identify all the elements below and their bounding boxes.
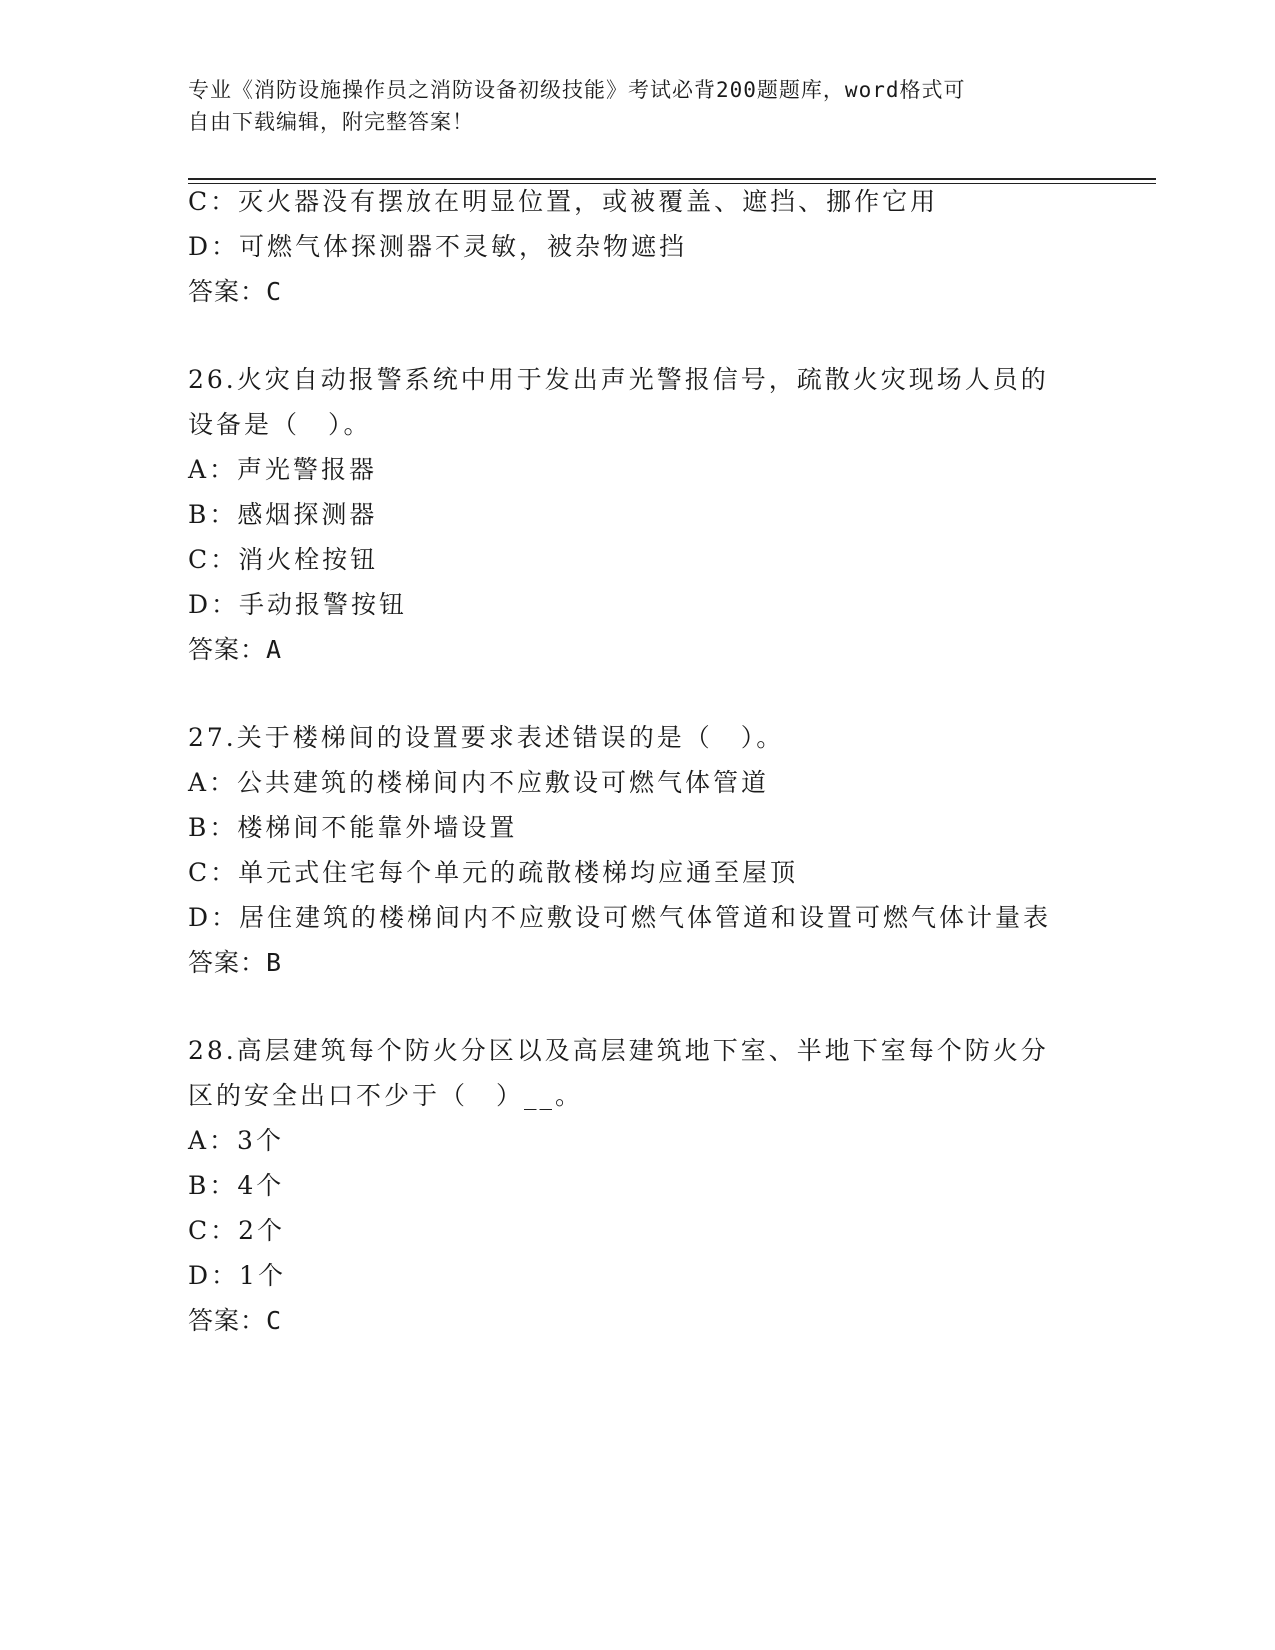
header-rule-thick bbox=[188, 178, 1156, 180]
q27-stem-line-1: 27.关于楼梯间的设置要求表述错误的是（ ）。 bbox=[188, 723, 785, 752]
q26-answer: 答案：A bbox=[188, 635, 283, 664]
q27-option-a: A：公共建筑的楼梯间内不应敷设可燃气体管道 bbox=[188, 768, 770, 797]
q26-option-a: A：声光警报器 bbox=[188, 455, 378, 484]
q28-option-b: B：4个 bbox=[188, 1171, 285, 1200]
q28-stem-line-2: 区的安全出口不少于（ ）__。 bbox=[188, 1081, 584, 1110]
q26-option-d: D：手动报警按钮 bbox=[188, 590, 408, 619]
header-line-2: 自由下载编辑，附完整答案！ bbox=[188, 110, 474, 134]
q28-option-d: D：1个 bbox=[188, 1261, 286, 1290]
q28-answer: 答案：C bbox=[188, 1306, 283, 1335]
q26-stem-line-2: 设备是（ ）。 bbox=[188, 410, 372, 439]
q25-option-d: D：可燃气体探测器不灵敏，被杂物遮挡 bbox=[188, 232, 688, 261]
q27-option-d: D：居住建筑的楼梯间内不应敷设可燃气体管道和设置可燃气体计量表 bbox=[188, 903, 1052, 932]
header-rule-thin bbox=[188, 183, 1156, 184]
q28-stem-line-1: 28.高层建筑每个防火分区以及高层建筑地下室、半地下室每个防火分 bbox=[188, 1036, 1049, 1065]
document-header bbox=[188, 74, 1068, 138]
q27-option-b: B：楼梯间不能靠外墙设置 bbox=[188, 813, 518, 842]
q28-option-a: A：3个 bbox=[188, 1126, 284, 1155]
q28-option-c: C：2个 bbox=[188, 1216, 286, 1245]
q25-option-c: C：灭火器没有摆放在明显位置，或被覆盖、遮挡、挪作它用 bbox=[188, 187, 939, 216]
q26-option-b: B：感烟探测器 bbox=[188, 500, 378, 529]
q27-answer: 答案：B bbox=[188, 948, 283, 977]
header-line-1: 专业《消防设施操作员之消防设备初级技能》考试必背200题题库，word格式可 bbox=[188, 78, 966, 102]
q27-option-c: C：单元式住宅每个单元的疏散楼梯均应通至屋顶 bbox=[188, 858, 799, 887]
q26-option-c: C：消火栓按钮 bbox=[188, 545, 379, 574]
q26-stem-line-1: 26.火灾自动报警系统中用于发出声光警报信号，疏散火灾现场人员的 bbox=[188, 365, 1049, 394]
q25-answer: 答案：C bbox=[188, 277, 283, 306]
